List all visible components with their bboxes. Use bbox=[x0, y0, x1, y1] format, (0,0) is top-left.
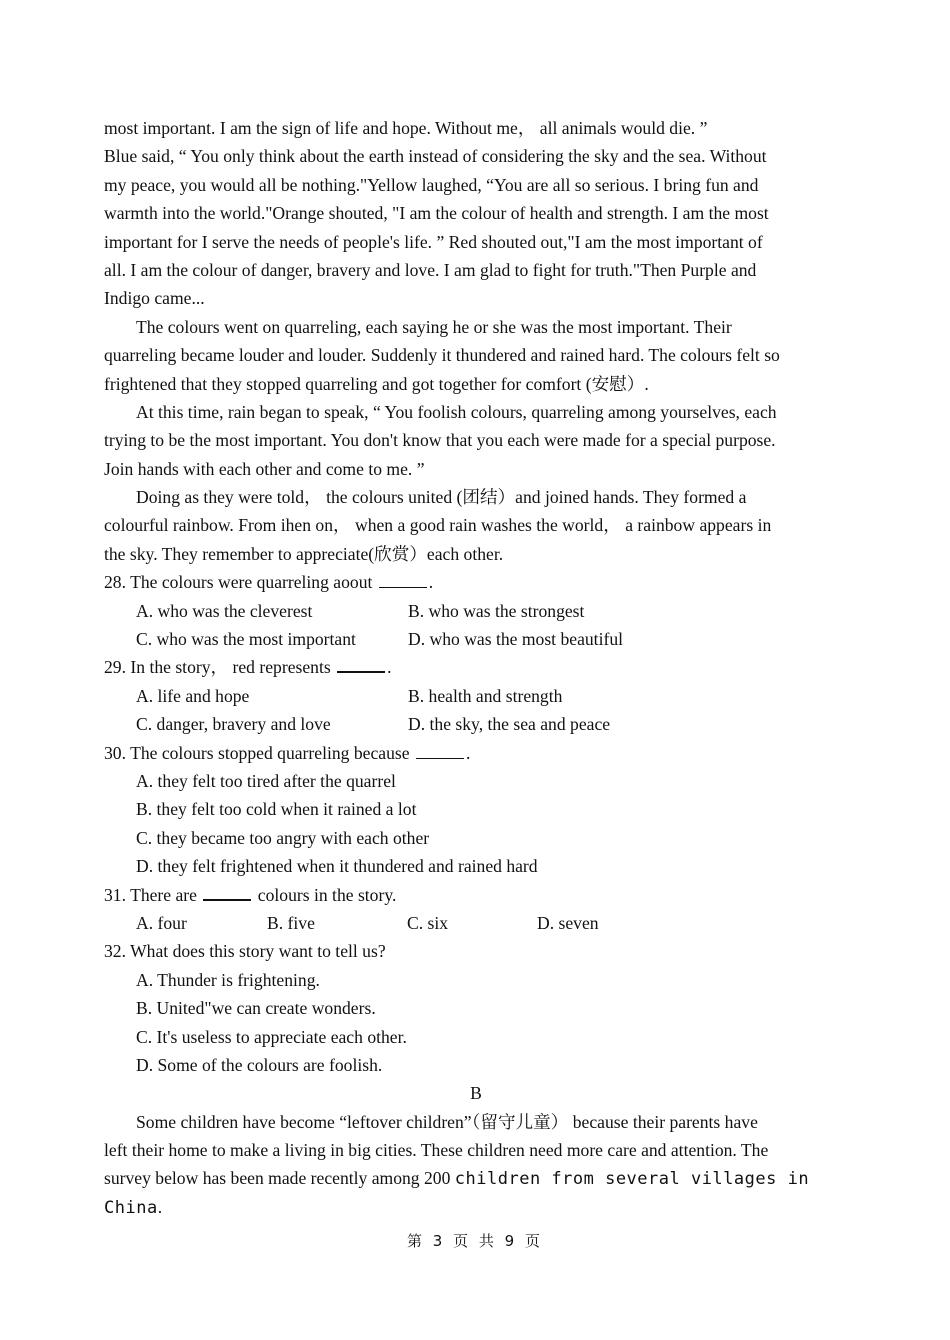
option-c[interactable]: C. danger, bravery and love bbox=[136, 714, 331, 735]
passage-text: survey below has been made recently among 200 bbox=[104, 1168, 455, 1189]
option-a[interactable]: A. they felt too tired after the quarrel bbox=[136, 770, 396, 791]
passage-line: Some children have become “leftover children”（留守儿童） because their parents have bbox=[136, 1111, 758, 1132]
passage-line: At this time, rain began to speak, “ You foolish colours, quarreling among yourselves, each bbox=[136, 401, 777, 422]
passage-line: warmth into the world."Orange shouted, "I am the colour of health and strength. I am the most bbox=[104, 203, 769, 224]
passage-line: Blue said, “ You only think about the earth instead of considering the sky and the sea. Without bbox=[104, 146, 767, 167]
passage-line: Indigo came... bbox=[104, 288, 205, 309]
passage-line: colourful rainbow. From ihen on， when a good rain washes the world， a rainbow appears in bbox=[104, 515, 772, 536]
question-31-options-row bbox=[104, 909, 848, 937]
option-a[interactable]: A. life and hope bbox=[136, 685, 250, 706]
question-28-options-row bbox=[104, 625, 848, 653]
passage-text: . bbox=[157, 1196, 163, 1217]
option-b[interactable]: B. health and strength bbox=[408, 685, 563, 706]
question-28-stem bbox=[104, 568, 848, 596]
question-stem-text: 31. There are bbox=[104, 884, 197, 905]
document-body bbox=[104, 114, 848, 1221]
option-d[interactable]: D. who was the most beautiful bbox=[408, 629, 623, 650]
passage-line: Join hands with each other and come to me. ” bbox=[104, 458, 425, 479]
answer-blank[interactable] bbox=[337, 655, 385, 673]
option-d[interactable]: D. Some of the colours are foolish. bbox=[136, 1054, 383, 1075]
option-d[interactable]: D. seven bbox=[537, 912, 599, 933]
question-stem-text: . bbox=[428, 572, 434, 593]
passage-line bbox=[104, 1193, 848, 1221]
question-stem-text: . bbox=[387, 657, 392, 678]
question-stem-text: 29. In the story， red represents bbox=[104, 657, 331, 678]
answer-blank[interactable] bbox=[379, 571, 427, 588]
passage-line: most important. I am the sign of life and hope. Without me， all animals would die. ” bbox=[104, 118, 708, 138]
passage-text-mono: children from several villages in bbox=[454, 1169, 810, 1190]
option-c[interactable]: C. who was the most important bbox=[136, 629, 356, 650]
section-heading: B bbox=[470, 1083, 482, 1104]
option-c[interactable]: C. It's useless to appreciate each other. bbox=[136, 1026, 407, 1047]
passage-line: the sky. They remember to appreciate(欣赏）each other. bbox=[104, 543, 504, 564]
option-a[interactable]: A. Thunder is frightening. bbox=[136, 969, 320, 990]
option-a[interactable]: A. who was the cleverest bbox=[136, 600, 313, 621]
option-b[interactable]: B. United"we can create wonders. bbox=[136, 998, 376, 1019]
passage-line: quarreling became louder and louder. Suddenly it thundered and rained hard. The colours felt so bbox=[104, 345, 780, 366]
option-a[interactable]: A. four bbox=[136, 912, 187, 933]
passage-line: trying to be the most important. You don't know that you each were made for a special purpose. bbox=[104, 430, 776, 451]
question-30-stem bbox=[104, 739, 848, 767]
passage-line bbox=[104, 1164, 848, 1192]
passage-line: all. I am the colour of danger, bravery and love. I am glad to fight for truth."Then Purple and bbox=[104, 259, 757, 280]
option-c[interactable]: C. six bbox=[407, 912, 449, 933]
question-29-options-row bbox=[104, 682, 848, 710]
question-stem-text: colours in the story. bbox=[257, 884, 397, 905]
passage-text-mono: China bbox=[104, 1197, 158, 1218]
passage-line: Doing as they were told， the colours united (团结）and joined hands. They formed a bbox=[136, 487, 747, 508]
option-b[interactable]: B. who was the strongest bbox=[408, 600, 585, 621]
option-b[interactable]: B. five bbox=[267, 912, 315, 933]
question-stem-text: 30. The colours stopped quarreling because bbox=[104, 742, 410, 763]
page-footer: 第 3 页 共 9 页 bbox=[407, 1232, 543, 1250]
question-28-options-row bbox=[104, 597, 848, 625]
passage-line: left their home to make a living in big cities. These children need more care and attention. The bbox=[104, 1140, 769, 1161]
question-29-stem bbox=[104, 653, 848, 681]
answer-blank[interactable] bbox=[203, 883, 251, 901]
option-c[interactable]: C. they became too angry with each other bbox=[136, 827, 430, 848]
passage-line: frightened that they stopped quarreling and got together for comfort (安慰）. bbox=[104, 373, 649, 394]
passage-line: The colours went on quarreling, each saying he or she was the most important. Their bbox=[136, 316, 732, 337]
passage-line: my peace, you would all be nothing."Yellow laughed, “You are all so serious. I bring fun and bbox=[104, 174, 759, 195]
answer-blank[interactable] bbox=[416, 742, 464, 759]
passage-line: important for I serve the needs of people's life. ” Red shouted out,"I am the most important of bbox=[104, 231, 763, 252]
option-d[interactable]: D. they felt frightened when it thundered and rained hard bbox=[136, 856, 538, 877]
option-b[interactable]: B. they felt too cold when it rained a lot bbox=[136, 799, 417, 820]
question-stem-text: 28. The colours were quarreling aoout bbox=[104, 572, 373, 593]
option-d[interactable]: D. the sky, the sea and peace bbox=[408, 714, 611, 735]
question-31-stem bbox=[104, 881, 848, 909]
question-32-stem: 32. What does this story want to tell us? bbox=[104, 941, 386, 962]
question-29-options-row bbox=[104, 710, 848, 738]
question-stem-text: . bbox=[465, 742, 471, 763]
